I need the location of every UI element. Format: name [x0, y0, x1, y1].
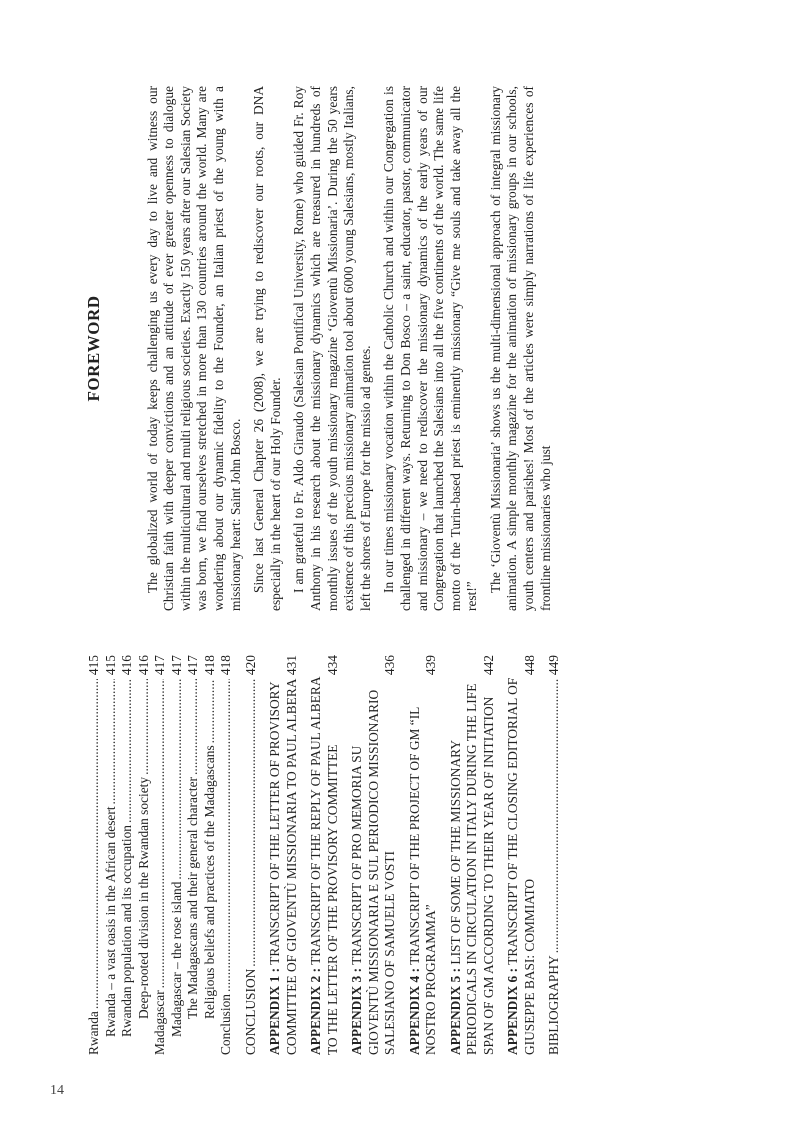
toc-entry-label: Conclusion — [218, 993, 233, 1055]
toc-page: 418 — [201, 655, 217, 676]
page-number: 14 — [50, 1083, 64, 1098]
foreword-title: FOREWORD — [84, 295, 103, 402]
toc-entry-label: Rwanda – a vast oasis in the African desert — [102, 806, 118, 1037]
toc-leader — [243, 679, 260, 967]
foreword-paragraph: In our times missionary vocation within the Catholic Church and within our Congregation is challenged in different ways. Returning to Don Bosco – a saint, educator, pastor, communicator and missionary – we need to rediscover the missionary dynamics of the early years of our Congregation that launched the Salesians into all the five continents of the world. The same life motto of the Turin-based priest is eminently missionary “Give me souls and take away all the rest!” — [381, 86, 480, 611]
appendix-label: APPENDIX 4 : — [406, 967, 422, 1055]
toc-appendix — [267, 655, 300, 1055]
toc-entry-label: CONCLUSION — [242, 968, 258, 1055]
toc-leader — [86, 679, 103, 1009]
toc-leader — [169, 679, 186, 880]
foreword-paragraph: The globalized world of today keeps challenging us every day to live and witness our Christian faith with deeper convictions and an attitude of ever greater openness to dialogue within the multicultural and multi religious societies. Exactly 150 years after our Salesian Society was born, we find ourselves stretched in more than 130 countries around the world. Many are wondering about our dynamic fidelity to the Founder, an Italian priest of the young with a missionary heart: Saint John Bosco. — [144, 86, 243, 611]
toc-entry-label: Madagascar — [152, 990, 167, 1055]
toc-appendix — [308, 655, 341, 1055]
appendix-label: APPENDIX 5 : — [447, 967, 463, 1055]
toc-page: 417 — [185, 655, 200, 676]
toc-page: 431 — [283, 655, 299, 676]
toc-page: 442 — [480, 655, 496, 676]
toc-leader — [546, 679, 563, 953]
toc-page: 415 — [86, 655, 101, 676]
appendix-title: LIST OF SOME OF THE MISSIONARY PERIODICALS IN CIRCULATION IN ITALY DURING THE LIFE SPAN OF GM ACCORDING TO THEIR YEAR OF INITIATION — [447, 683, 496, 1055]
toc-page: 439 — [423, 655, 438, 676]
toc-entry — [86, 655, 103, 1055]
toc-leader — [103, 679, 120, 804]
table-of-contents — [86, 655, 563, 1055]
toc-page: 417 — [152, 655, 167, 676]
toc-page: 448 — [521, 655, 537, 676]
toc-page: 434 — [324, 655, 340, 676]
toc-entry-label: The Madagascans and their general character — [185, 776, 200, 1019]
appendix-label: APPENDIX 2 : — [308, 967, 323, 1055]
toc-entry-label: Religious beliefs and practices of the Madagascans — [201, 745, 217, 1019]
toc-page: 418 — [218, 655, 233, 676]
toc-entry-label: BIBLIOGRAPHY — [546, 955, 561, 1055]
appendix-title: TRANSCRIPT OF THE REPLY OF PAUL ALBERA TO THE LETTER OF THE PROVISORY COMMITTEE — [308, 677, 340, 1055]
toc-entry-label: Deep-rooted division in the Rwandan society — [135, 776, 151, 1019]
appendix-label: APPENDIX 3 : — [349, 967, 364, 1055]
rotated-spread — [0, 43, 793, 1073]
toc-leader — [119, 679, 136, 823]
toc-page: 416 — [135, 655, 151, 676]
toc-entry — [185, 655, 202, 1055]
toc-page: 417 — [168, 655, 184, 676]
toc-entry — [169, 655, 186, 1055]
appendix-title: TRANSCRIPT OF THE CLOSING EDITORIAL OF GIUSEPPE BASI: COMMIATO — [505, 677, 537, 1055]
toc-entry — [202, 655, 219, 1055]
appendix-title: TRANSCRIPT OF THE LETTER OF PROVISORY COMMITTEE OF GIOVENTÙ MISSIONARIA TO PAUL ALBERA — [267, 678, 299, 1055]
appendix-label: APPENDIX 1 : — [267, 967, 282, 1055]
toc-leader — [185, 679, 202, 775]
toc-entry — [103, 655, 120, 1055]
foreword-paragraph: Since last General Chapter 26 (2008), we are trying to rediscover our roots, our DNA especially in the heart of our Holy Founder. — [251, 86, 283, 611]
appendix-title: TRANSCRIPT OF THE PROJECT OF GM “IL NOSTRO PROGRAMMA” — [406, 707, 438, 1055]
toc-entry — [119, 655, 136, 1055]
foreword-paragraph: I am grateful to Fr. Aldo Giraudo (Salesian Pontifical University, Rome) who guided Fr. Roy Anthony in his research about the missionary dynamics which are treasured in hundreds of monthly issues of the youth missionary magazine ‘Gioventù Missionaria’. During the 50 years existence of this precious missionary animation tool about 6000 young Salesians, mostly Italians, left the shores of Europe for the missio ad gentes. — [291, 86, 373, 611]
toc-page: 449 — [546, 655, 561, 676]
toc-page: 415 — [102, 655, 118, 676]
toc-entry-bibliography — [546, 655, 563, 1055]
toc-entry-label: Madagascar – the rose island — [168, 881, 184, 1037]
appendix-title: TRANSCRIPT OF PRO MEMORIA SU GIOVENTÙ MISSIONARIA E SUL PERIODICO MISSIONARIO SALESIANO OF SAMUELE VOSTI — [349, 689, 397, 1055]
toc-entry — [243, 655, 260, 1055]
appendix-label: APPENDIX 6 : — [505, 967, 520, 1055]
toc-appendix — [505, 655, 538, 1055]
toc-entry — [218, 655, 235, 1055]
toc-entry-label: Rwandan population and its occupation — [119, 825, 134, 1037]
foreword-section — [86, 86, 561, 611]
toc-leader — [136, 679, 153, 775]
toc-leader — [152, 679, 169, 988]
toc-leader — [218, 679, 235, 992]
toc-leader — [202, 679, 219, 743]
foreword-paragraph: The ‘Gioventù Missionaria’ shows us the multi-dimensional approach of integral missionary animation. A simple monthly magazine for the animation of missionary groups in our schools, youth centers and parishes! Most of the articles were simply narrations of life experiences of frontline missionaries who just — [487, 86, 553, 611]
toc-appendix — [349, 655, 399, 1055]
toc-entry-label: Rwanda — [86, 1011, 101, 1055]
toc-entry — [136, 655, 153, 1055]
toc-appendix — [407, 655, 440, 1055]
toc-page: 436 — [382, 655, 397, 676]
toc-entry — [152, 655, 169, 1055]
toc-page: 420 — [242, 655, 258, 676]
toc-page: 416 — [119, 655, 134, 676]
toc-appendix — [448, 655, 498, 1055]
